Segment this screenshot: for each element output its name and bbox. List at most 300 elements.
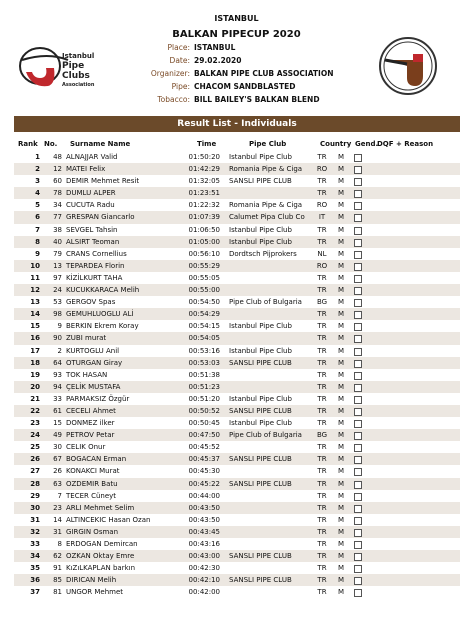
number-cell: 91 <box>53 564 62 573</box>
name-cell: GRESPAN Giancarlo <box>66 213 135 222</box>
dqf-checkbox[interactable] <box>354 275 362 283</box>
name-cell: ALSIRT Teoman <box>66 237 120 246</box>
table-row <box>14 332 460 344</box>
rank-cell: 24 <box>30 431 40 440</box>
info-value: 29.02.2020 <box>194 56 242 65</box>
table-row <box>14 586 460 598</box>
gender-cell: M <box>338 382 345 391</box>
table-row <box>14 405 460 417</box>
name-cell: DUMLU ALPER <box>66 189 116 198</box>
dqf-checkbox[interactable] <box>354 505 362 513</box>
rank-cell: 30 <box>30 503 40 512</box>
rank-cell: 33 <box>30 540 40 548</box>
dqf-checkbox[interactable] <box>354 565 362 573</box>
club-cell: Dordtsch Pijprokers <box>229 249 297 258</box>
time-cell: 00:43:45 <box>188 527 220 536</box>
info-label: Date: <box>169 56 190 65</box>
number-cell: 77 <box>53 213 62 222</box>
club-cell: Istanbul Pipe Club <box>229 394 292 403</box>
gender-cell: M <box>338 479 345 488</box>
time-cell: 00:42:30 <box>188 564 220 573</box>
table-row <box>14 393 460 405</box>
gender-cell: M <box>338 576 345 585</box>
gender-cell: M <box>338 273 345 282</box>
dqf-checkbox[interactable] <box>354 348 362 356</box>
gender-cell: M <box>338 165 345 174</box>
number-cell: 97 <box>53 273 62 282</box>
country-cell: TR <box>317 576 327 585</box>
time-cell: 00:55:00 <box>188 286 220 295</box>
country-cell: RO <box>316 201 328 210</box>
rank-cell: 21 <box>30 394 40 403</box>
dqf-checkbox[interactable] <box>354 493 362 501</box>
dqf-checkbox[interactable] <box>354 517 362 525</box>
gender-cell: M <box>338 564 345 573</box>
country-cell: TR <box>317 588 327 597</box>
gender-cell: M <box>338 261 345 270</box>
info-value: CHACOM SANDBLASTED <box>194 82 296 91</box>
dqf-checkbox[interactable] <box>354 323 362 331</box>
club-cell: SANSLI PIPE CLUB <box>229 358 292 367</box>
club-cell: Istanbul Pipe Club <box>229 237 292 246</box>
country-cell: TR <box>317 322 327 331</box>
time-cell: 01:42:29 <box>188 165 220 174</box>
club-cell: Istanbul Pipe Club <box>229 346 292 355</box>
table-row <box>14 369 460 381</box>
name-cell: PETROV Petar <box>66 431 115 440</box>
club-cell: Istanbul Pipe Club <box>229 153 292 161</box>
number-cell: 15 <box>53 419 62 428</box>
country-cell: TR <box>317 552 327 561</box>
table-row <box>14 211 460 223</box>
number-cell: 2 <box>57 346 62 355</box>
gender-cell: M <box>338 237 345 246</box>
time-cell: 00:45:22 <box>188 479 220 488</box>
name-cell: OZDEMIR Batu <box>66 479 118 488</box>
table-row <box>14 163 460 175</box>
gender-cell: M <box>338 249 345 258</box>
gender-cell: M <box>338 213 345 222</box>
rank-cell: 15 <box>30 322 40 331</box>
rank-cell: 26 <box>30 455 40 464</box>
rank-cell: 31 <box>30 515 40 524</box>
results-table <box>14 151 460 598</box>
number-cell: 67 <box>53 455 62 464</box>
number-cell: 13 <box>53 261 62 270</box>
name-cell: KURTOGLU Anil <box>66 346 120 355</box>
rank-cell: 29 <box>30 491 40 500</box>
gender-cell: M <box>338 588 345 597</box>
gender-cell: M <box>338 455 345 464</box>
country-cell: TR <box>317 564 327 573</box>
club-cell: Romania Pipe & Ciga <box>229 201 303 210</box>
dqf-checkbox[interactable] <box>354 577 362 585</box>
country-cell: TR <box>317 177 327 186</box>
rank-cell: 13 <box>30 298 40 307</box>
col-gend: Gend. <box>355 140 379 148</box>
info-pipe <box>90 82 390 91</box>
table-row <box>14 478 460 490</box>
table-row <box>14 296 460 308</box>
table-row <box>14 320 460 332</box>
name-cell: TOK HASAN <box>66 370 108 379</box>
number-cell: 78 <box>53 189 62 198</box>
dqf-checkbox[interactable] <box>354 190 362 198</box>
rank-cell: 9 <box>35 249 40 258</box>
dqf-checkbox[interactable] <box>354 481 362 489</box>
country-cell: TR <box>317 370 327 379</box>
number-cell: 98 <box>53 310 62 319</box>
country-cell: TR <box>317 491 327 500</box>
rank-cell: 16 <box>30 334 40 343</box>
rank-cell: 17 <box>30 346 40 355</box>
number-cell: 7 <box>57 491 62 500</box>
dqf-checkbox[interactable] <box>354 287 362 295</box>
name-cell: KUCUKKARACA Melih <box>66 286 140 295</box>
table-row <box>14 514 460 526</box>
dqf-checkbox[interactable] <box>354 335 362 343</box>
dqf-checkbox[interactable] <box>354 239 362 247</box>
country-cell: TR <box>317 527 327 536</box>
dqf-checkbox[interactable] <box>354 263 362 271</box>
name-cell: ALNAJJAR Valid <box>66 153 118 161</box>
info-value: BALKAN PIPE CLUB ASSOCIATION <box>194 69 334 78</box>
rank-cell: 11 <box>30 273 40 282</box>
name-cell: DIRICAN Melih <box>66 576 117 585</box>
country-cell: TR <box>317 237 327 246</box>
time-cell: 00:51:20 <box>188 394 220 403</box>
number-cell: 62 <box>53 552 62 561</box>
gender-cell: M <box>338 370 345 379</box>
time-cell: 01:50:20 <box>188 153 220 161</box>
dqf-checkbox[interactable] <box>354 299 362 307</box>
country-cell: IT <box>318 213 326 222</box>
table-row <box>14 417 460 429</box>
table-row <box>14 550 460 562</box>
rank-cell: 1 <box>35 153 40 161</box>
istanbul-pipe-clubs-logo <box>18 38 98 94</box>
name-cell: OTURGAN Giray <box>66 358 123 367</box>
time-cell: 01:05:00 <box>188 237 220 246</box>
gender-cell: M <box>338 346 345 355</box>
country-cell: TR <box>317 419 327 428</box>
rank-cell: 5 <box>35 201 40 210</box>
number-cell: 85 <box>53 576 62 585</box>
club-cell: Istanbul Pipe Club <box>229 225 292 234</box>
country-cell: TR <box>317 467 327 476</box>
table-row <box>14 538 460 550</box>
time-cell: 01:32:05 <box>188 177 220 186</box>
info-place <box>90 43 390 52</box>
info-label: Tobacco: <box>157 95 190 104</box>
country-cell: TR <box>317 515 327 524</box>
number-cell: 9 <box>57 322 62 331</box>
info-organizer <box>90 69 390 78</box>
table-row <box>14 308 460 320</box>
country-cell: TR <box>317 189 327 198</box>
number-cell: 14 <box>53 515 62 524</box>
time-cell: 00:55:29 <box>188 261 220 270</box>
country-cell: TR <box>317 286 327 295</box>
country-cell: TR <box>317 273 327 282</box>
name-cell: TECER Cüneyt <box>66 491 117 500</box>
table-row <box>14 453 460 465</box>
gender-cell: M <box>338 419 345 428</box>
country-cell: TR <box>317 358 327 367</box>
dqf-checkbox[interactable] <box>354 384 362 392</box>
table-row <box>14 224 460 236</box>
time-cell: 00:47:50 <box>188 431 220 440</box>
col-dqf: DQF + Reason <box>377 140 434 148</box>
number-cell: 30 <box>53 443 62 452</box>
info-tobacco <box>90 95 390 104</box>
dqf-checkbox[interactable] <box>354 178 362 186</box>
number-cell: 90 <box>53 334 62 343</box>
name-cell: KıZıLKAPLAN barkın <box>66 564 136 573</box>
rank-cell: 10 <box>30 261 40 270</box>
number-cell: 23 <box>53 503 62 512</box>
name-cell: GIRGIN Osman <box>66 527 119 536</box>
country-cell: TR <box>317 225 327 234</box>
info-date <box>90 56 390 65</box>
table-row <box>14 562 460 574</box>
name-cell: CRANS Cornellius <box>66 249 127 258</box>
number-cell: 64 <box>53 358 62 367</box>
table-row <box>14 490 460 502</box>
rank-cell: 6 <box>35 213 40 222</box>
club-cell: SANSLI PIPE CLUB <box>229 177 292 186</box>
gender-cell: M <box>338 552 345 561</box>
table-row <box>14 345 460 357</box>
time-cell: 00:53:03 <box>188 358 220 367</box>
balkan-pipe-club-emblem <box>377 32 439 100</box>
table-row <box>14 429 460 441</box>
rank-cell: 19 <box>30 370 40 379</box>
rank-cell: 20 <box>30 382 40 391</box>
club-cell: SANSLI PIPE CLUB <box>229 455 292 464</box>
col-no: No. <box>44 140 58 148</box>
country-cell: RO <box>316 261 328 270</box>
gender-cell: M <box>338 491 345 500</box>
name-cell: MATEI Felix <box>66 165 106 174</box>
table-row <box>14 272 460 284</box>
table-row <box>14 199 460 211</box>
dqf-checkbox[interactable] <box>354 444 362 452</box>
dqf-checkbox[interactable] <box>354 541 362 549</box>
logo-text: Pipe <box>62 61 85 71</box>
rank-cell: 12 <box>30 286 40 295</box>
time-cell: 00:53:16 <box>188 346 220 355</box>
number-cell: 38 <box>53 225 62 234</box>
table-row <box>14 381 460 393</box>
time-cell: 00:43:50 <box>188 515 220 524</box>
event-city: ISTANBUL <box>214 14 259 23</box>
number-cell: 12 <box>53 165 62 174</box>
dqf-checkbox[interactable] <box>354 529 362 537</box>
name-cell: DEMIR Mehmet Resit <box>66 177 140 186</box>
country-cell: TR <box>317 406 327 415</box>
time-cell: 00:55:05 <box>188 273 220 282</box>
club-cell: Pipe Club of Bulgaria <box>229 431 302 440</box>
dqf-checkbox[interactable] <box>354 589 362 597</box>
gender-cell: M <box>338 334 345 343</box>
info-label: Organizer: <box>150 69 190 78</box>
time-cell: 00:54:29 <box>188 310 220 319</box>
number-cell: 48 <box>53 153 62 161</box>
name-cell: CECELI Ahmet <box>66 406 116 415</box>
number-cell: 79 <box>53 249 62 258</box>
number-cell: 40 <box>53 237 62 246</box>
table-row <box>14 260 460 272</box>
club-cell: Romania Pipe & Ciga <box>229 165 303 174</box>
club-cell: SANSLI PIPE CLUB <box>229 406 292 415</box>
dqf-checkbox[interactable] <box>354 468 362 476</box>
rank-cell: 22 <box>30 406 40 415</box>
country-cell: TR <box>317 503 327 512</box>
dqf-checkbox[interactable] <box>354 154 362 162</box>
name-cell: ZUBI murat <box>66 334 107 343</box>
gender-cell: M <box>338 310 345 319</box>
gender-cell: M <box>338 177 345 186</box>
gender-cell: M <box>338 225 345 234</box>
rank-cell: 4 <box>35 189 40 198</box>
info-value: BILL BAILEY'S BALKAN BLEND <box>194 95 320 104</box>
time-cell: 00:51:23 <box>188 382 220 391</box>
country-cell: TR <box>317 346 327 355</box>
time-cell: 00:44:00 <box>188 491 220 500</box>
rank-cell: 18 <box>30 358 40 367</box>
dqf-checkbox[interactable] <box>354 166 362 174</box>
info-value: ISTANBUL <box>194 43 236 52</box>
rank-cell: 35 <box>30 564 40 573</box>
number-cell: 94 <box>53 382 62 391</box>
country-cell: TR <box>317 443 327 452</box>
gender-cell: M <box>338 431 345 440</box>
gender-cell: M <box>338 298 345 307</box>
rank-cell: 14 <box>30 310 40 319</box>
time-cell: 00:42:00 <box>188 588 220 597</box>
dqf-checkbox[interactable] <box>354 553 362 561</box>
time-cell: 01:22:32 <box>188 201 220 210</box>
time-cell: 00:43:50 <box>188 503 220 512</box>
country-cell: BG <box>316 431 328 440</box>
rank-cell: 25 <box>30 443 40 452</box>
country-cell: TR <box>317 479 327 488</box>
name-cell: ARLI Mehmet Selim <box>66 503 135 512</box>
number-cell: 49 <box>53 431 62 440</box>
name-cell: OZKAN Oktay Emre <box>66 552 135 561</box>
dqf-checkbox[interactable] <box>354 202 362 210</box>
rank-cell: 27 <box>30 467 40 476</box>
number-cell: 8 <box>57 540 62 548</box>
gender-cell: M <box>338 201 345 210</box>
rank-cell: 23 <box>30 419 40 428</box>
club-cell: Istanbul Pipe Club <box>229 322 292 331</box>
club-cell: Pipe Club of Bulgaria <box>229 298 302 307</box>
rank-cell: 32 <box>30 527 40 536</box>
gender-cell: M <box>338 394 345 403</box>
dqf-checkbox[interactable] <box>354 396 362 404</box>
time-cell: 00:51:38 <box>188 370 220 379</box>
table-row <box>14 248 460 260</box>
time-cell: 00:54:05 <box>188 334 220 343</box>
logo-text: Clubs <box>62 71 90 81</box>
table-row <box>14 502 460 514</box>
name-cell: BOGACAN Erman <box>66 455 127 464</box>
dqf-checkbox[interactable] <box>354 227 362 235</box>
country-cell: TR <box>317 455 327 464</box>
event-title: BALKAN PIPECUP 2020 <box>172 29 301 40</box>
rank-cell: 7 <box>35 225 40 234</box>
number-cell: 34 <box>53 201 62 210</box>
dqf-checkbox[interactable] <box>354 251 362 259</box>
number-cell: 33 <box>53 394 62 403</box>
time-cell: 00:56:10 <box>188 249 220 258</box>
time-cell: 00:50:52 <box>188 406 220 415</box>
dqf-checkbox[interactable] <box>354 456 362 464</box>
name-cell: CELIK Onur <box>66 443 106 452</box>
number-cell: 93 <box>53 370 62 379</box>
time-cell: 01:06:50 <box>188 225 220 234</box>
number-cell: 24 <box>53 286 62 295</box>
rank-cell: 34 <box>30 552 40 561</box>
time-cell: 00:42:10 <box>188 576 220 585</box>
dqf-checkbox[interactable] <box>354 372 362 380</box>
time-cell: 00:45:52 <box>188 443 220 452</box>
dqf-checkbox[interactable] <box>354 360 362 368</box>
number-cell: 81 <box>53 588 62 597</box>
dqf-checkbox[interactable] <box>354 432 362 440</box>
time-cell: 00:54:50 <box>188 298 220 307</box>
number-cell: 53 <box>53 298 62 307</box>
country-cell: RO <box>316 165 328 174</box>
time-cell: 00:45:30 <box>188 467 220 476</box>
club-cell: SANSLI PIPE CLUB <box>229 576 292 585</box>
club-cell: SANSLI PIPE CLUB <box>229 479 292 488</box>
name-cell: ERDOGAN Demircan <box>66 540 138 548</box>
gender-cell: M <box>338 189 345 198</box>
name-cell: ÇELİK MUSTAFA <box>66 382 121 391</box>
rank-cell: 36 <box>30 576 40 585</box>
time-cell: 01:07:39 <box>188 213 220 222</box>
column-header-row <box>14 139 460 151</box>
rank-cell: 8 <box>35 237 40 246</box>
time-cell: 00:43:16 <box>188 540 220 548</box>
section-title-bar: Result List - Individuals <box>14 116 460 132</box>
table-row <box>14 284 460 296</box>
dqf-checkbox[interactable] <box>354 420 362 428</box>
gender-cell: M <box>338 443 345 452</box>
dqf-checkbox[interactable] <box>354 408 362 416</box>
time-cell: 00:45:37 <box>188 455 220 464</box>
name-cell: PARMAKSIZ Özgür <box>66 394 130 403</box>
gender-cell: M <box>338 322 345 331</box>
country-cell: TR <box>317 334 327 343</box>
table-row <box>14 187 460 199</box>
dqf-checkbox[interactable] <box>354 311 362 319</box>
country-cell: TR <box>317 540 327 548</box>
country-cell: TR <box>317 310 327 319</box>
dqf-checkbox[interactable] <box>354 214 362 222</box>
gender-cell: M <box>338 358 345 367</box>
col-time: Time <box>197 140 217 148</box>
name-cell: DONMEZ ilker <box>66 419 115 428</box>
table-row <box>14 236 460 248</box>
gender-cell: M <box>338 286 345 295</box>
number-cell: 60 <box>53 177 62 186</box>
info-label: Pipe: <box>171 82 190 91</box>
rank-cell: 2 <box>35 165 40 174</box>
